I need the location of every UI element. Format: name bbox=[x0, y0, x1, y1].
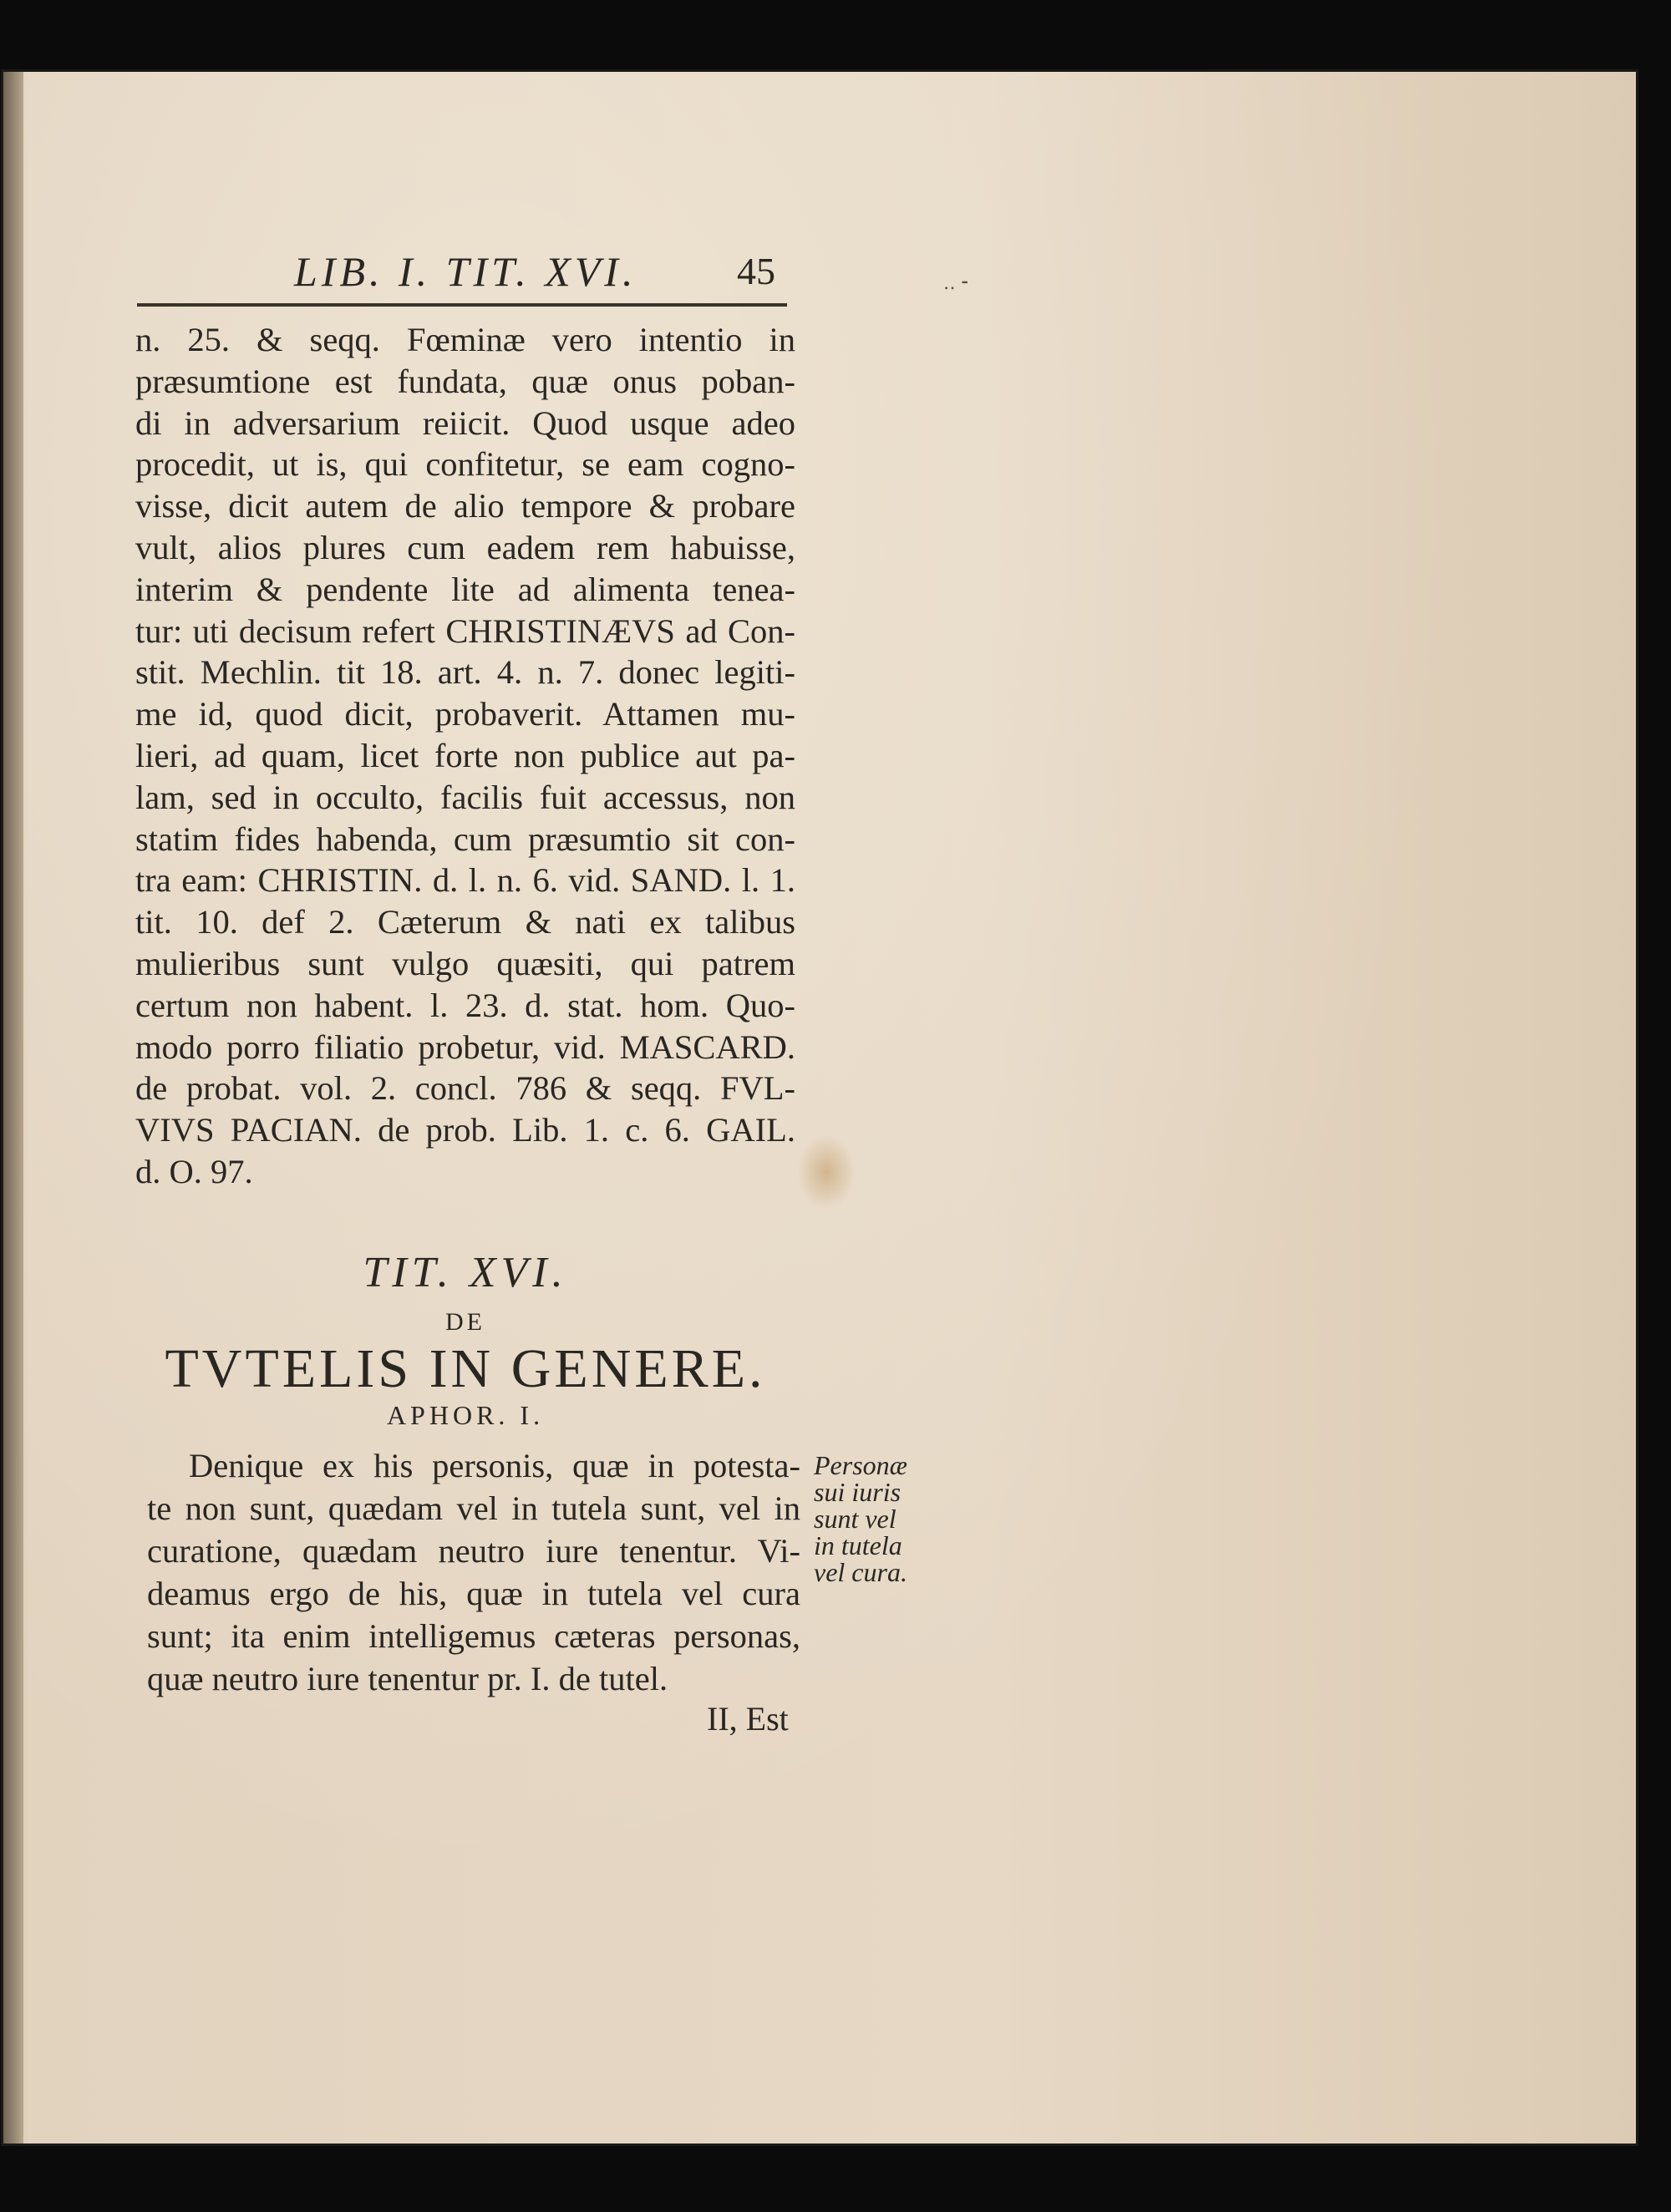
text-line: curatione, quædam neutro iure tenentur. Vi- bbox=[147, 1532, 800, 1570]
margin-note bbox=[814, 1452, 939, 1585]
section-title: TVTELIS IN GENERE. bbox=[165, 1338, 766, 1399]
aphorism-heading: APHOR. I. bbox=[386, 1400, 545, 1430]
text-line: vult, alios plures cum eadem rem habuisse, bbox=[135, 528, 795, 566]
de-heading: DE bbox=[445, 1308, 485, 1336]
text-line: Denique ex his personis, quæ in potesta- bbox=[189, 1447, 800, 1484]
text-line: quæ neutro iure tenentur pr. I. de tutel. bbox=[147, 1660, 668, 1697]
text-line: tit. 10. def 2. Cæterum & nati ex talibus bbox=[135, 903, 795, 941]
text-line: di in adversarium reiicit. Quod usque adeo bbox=[135, 403, 795, 442]
text-line: lieri, ad quam, licet forte non publice aut pa- bbox=[135, 736, 795, 774]
text-line: deamus ergo de his, quæ in tutela vel cura bbox=[147, 1575, 800, 1612]
header-rule bbox=[137, 303, 787, 307]
text-line: certum non habent. l. 23. d. stat. hom. Quo- bbox=[135, 986, 795, 1024]
text-line: interim & pendente lite ad alimenta tenea- bbox=[135, 570, 795, 608]
text-line: visse, dicit autem de alio tempore & probare bbox=[135, 487, 795, 525]
text-line: procedit, ut is, qui confitetur, se eam cogno- bbox=[135, 445, 795, 484]
text-line: lam, sed in occulto, facilis fuit accessus, non bbox=[135, 778, 795, 816]
margin-note-line: in tutela bbox=[814, 1530, 902, 1560]
text-line: sunt; ita enim intelligemus cæteras personas, bbox=[147, 1617, 800, 1655]
book-page bbox=[3, 72, 1636, 2144]
text-line: de probat. vol. 2. concl. 786 & seqq. FVL- bbox=[135, 1069, 795, 1108]
page-header bbox=[137, 247, 789, 306]
text-line: d. O. 97. bbox=[135, 1152, 253, 1190]
text-line: me id, quod dicit, probaverit. Attamen mu- bbox=[135, 695, 795, 733]
text-line: præsumtione est fundata, quæ onus poban- bbox=[135, 362, 795, 400]
page-number: 45 bbox=[737, 250, 775, 292]
margin-note-line: Personæ bbox=[814, 1450, 907, 1480]
catchword: II, Est bbox=[707, 1700, 789, 1738]
text-line: VIVS PACIAN. de prob. Lib. 1. c. 6. GAIL. bbox=[135, 1111, 795, 1149]
text-line: n. 25. & seqq. Fœminæ vero intentio in bbox=[135, 321, 795, 358]
text-line: tur: uti decisum refert CHRISTINÆVS ad Con- bbox=[135, 611, 795, 650]
aphorism-paragraph bbox=[147, 1444, 800, 1700]
continued-paragraph bbox=[135, 319, 795, 1193]
ink-marks: ‥ ⁃ bbox=[943, 272, 970, 293]
margin-note-line: vel cura. bbox=[814, 1557, 907, 1587]
text-line: te non sunt, quædam vel in tutela sunt, vel in bbox=[147, 1489, 800, 1527]
running-head: LIB. I. TIT. XVI. bbox=[294, 248, 637, 295]
margin-note-line: sunt vel bbox=[814, 1504, 896, 1534]
title-number-heading: TIT. XVI. bbox=[363, 1249, 568, 1296]
paper-stain bbox=[797, 1134, 856, 1210]
page-spine-shadow bbox=[3, 72, 23, 2144]
text-line: modo porro filiatio probetur, vid. MASCARD. bbox=[135, 1027, 795, 1066]
text-line: statim fides habenda, cum præsumtio sit con- bbox=[135, 819, 795, 858]
text-line: stit. Mechlin. tit 18. art. 4. n. 7. donec legiti- bbox=[135, 653, 795, 692]
text-line: mulieribus sunt vulgo quæsiti, qui patrem bbox=[135, 944, 795, 982]
margin-note-line: sui iuris bbox=[814, 1477, 902, 1507]
text-line: tra eam: CHRISTIN. d. l. n. 6. vid. SAND. l. 1. bbox=[135, 861, 795, 900]
